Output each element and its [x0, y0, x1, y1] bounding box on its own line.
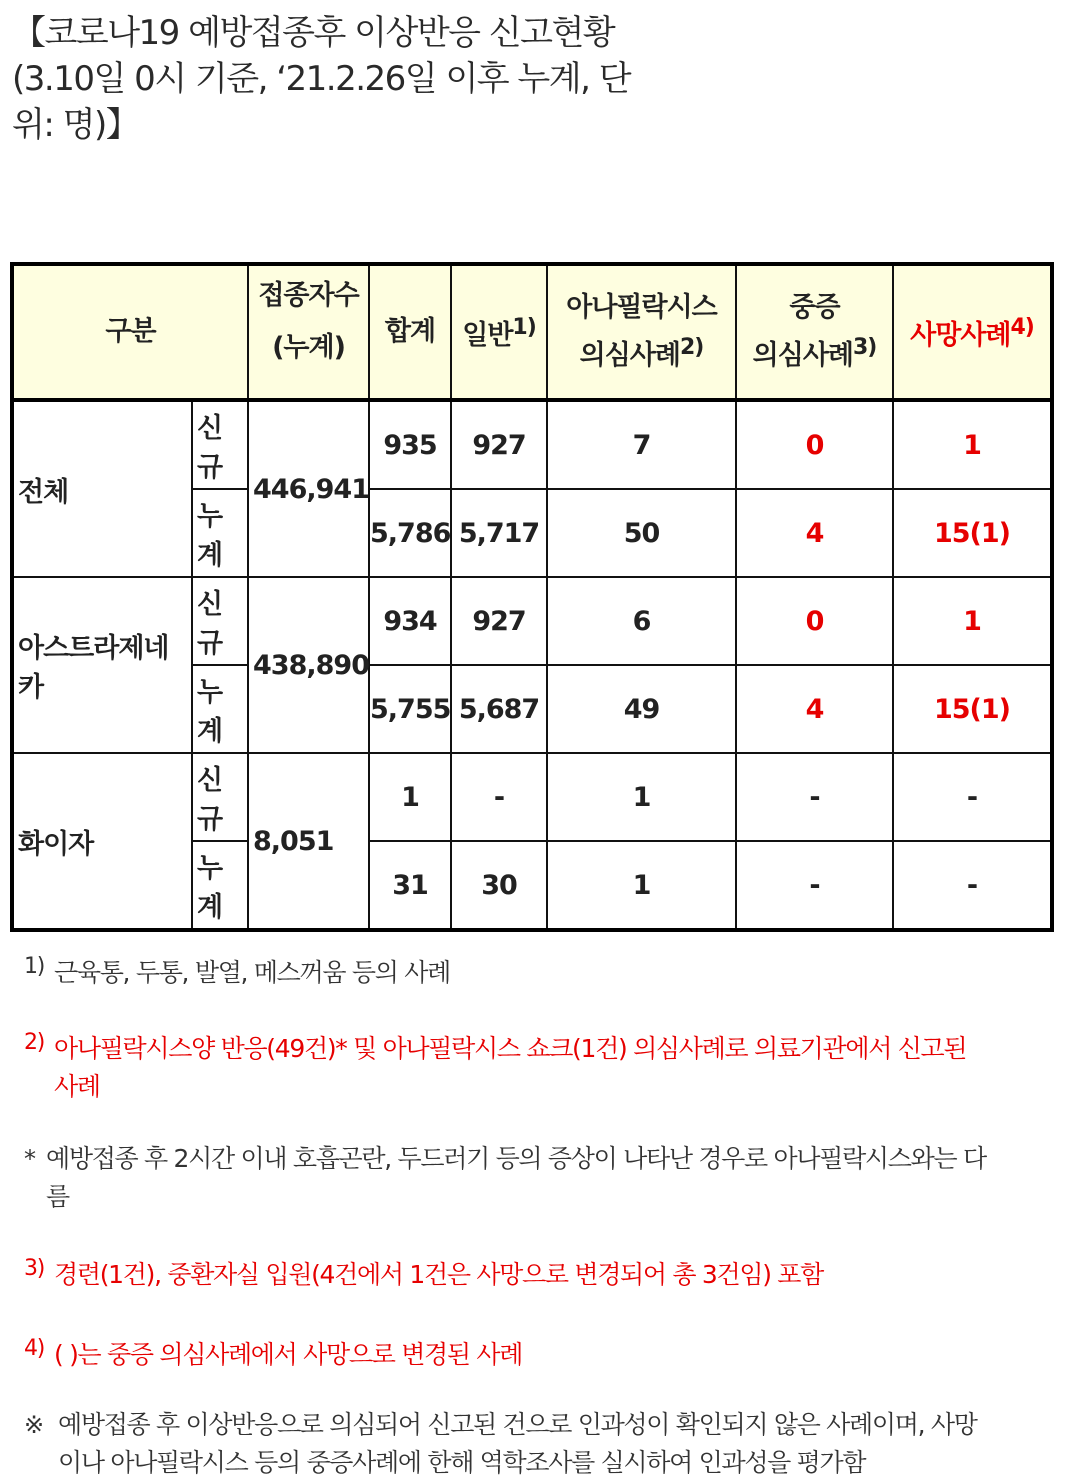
header-anaphylaxis: [547, 264, 736, 400]
header-vaccinated-line2: (누계): [272, 332, 345, 363]
severe-cell: 4: [736, 489, 893, 577]
header-general-label: 일반: [462, 320, 513, 351]
vaccinated-count: 438,890: [248, 577, 369, 753]
header-severe-sup: 3): [852, 335, 877, 360]
footnote-marker: ※: [24, 1411, 43, 1439]
group-name: 화이자: [12, 753, 192, 930]
severe-cell: 0: [736, 400, 893, 489]
total-cell: 934: [369, 577, 451, 665]
vaccinated-count: 8,051: [248, 753, 369, 930]
anaphylaxis-cell: 1: [547, 753, 736, 841]
footnote-text: ( )는 중증 의심사례에서 사망으로 변경된 사례: [54, 1340, 523, 1369]
footnote-marker: 4): [24, 1336, 44, 1361]
header-severe: [736, 264, 893, 400]
footnote-marker: 3): [24, 1256, 44, 1281]
table-row: [12, 577, 1052, 665]
general-cell: 927: [451, 577, 547, 665]
header-general: [451, 264, 547, 400]
total-cell: 5,786: [369, 489, 451, 577]
footnote-marker: *: [24, 1145, 35, 1173]
header-death-label: 사망사례: [910, 320, 1011, 351]
general-cell: -: [451, 753, 547, 841]
total-cell: 31: [369, 841, 451, 930]
general-cell: 5,717: [451, 489, 547, 577]
general-cell: 30: [451, 841, 547, 930]
general-cell: 5,687: [451, 665, 547, 753]
header-anaphylaxis-line2: 의심사례: [579, 340, 680, 371]
header-vaccinated-line1: 접종자수: [258, 280, 359, 311]
severe-cell: 4: [736, 665, 893, 753]
general-cell: 927: [451, 400, 547, 489]
death-cell: 1: [893, 577, 1052, 665]
table-row: [12, 753, 1052, 841]
footnote-3: [24, 1256, 1014, 1294]
footnote-text: 예방접종 후 이상반응으로 의심되어 신고된 건으로 인과성이 확인되지 않은 사례이며, 사망이나 아나필락시스 등의 중증사례에 한해 역학조사를 실시하여 인과성을 평가함: [58, 1410, 977, 1477]
header-anaphylaxis-sup: 2): [679, 335, 704, 360]
row-type: 신규: [192, 400, 248, 489]
total-cell: 5,755: [369, 665, 451, 753]
header-total: 합계: [369, 264, 451, 400]
footnote-4: [24, 1336, 1014, 1374]
header-anaphylaxis-line1: 아나필락시스: [566, 292, 717, 323]
footnote-marker: 2): [24, 1030, 44, 1055]
death-cell: -: [893, 753, 1052, 841]
footnote-text: 아나필락시스양 반응(49건)* 및 아나필락시스 쇼크(1건) 의심사례로 의료기관에서 신고된 사례: [54, 1034, 967, 1101]
footnote-text: 경련(1건), 중환자실 입원(4건에서 1건은 사망으로 변경되어 총 3건임) 포함: [54, 1260, 824, 1289]
footnote-text: 근육통, 두통, 발열, 메스꺼움 등의 사례: [54, 958, 450, 987]
header-general-sup: 1): [512, 315, 536, 340]
death-cell: 1: [893, 400, 1052, 489]
row-type: 누계: [192, 665, 248, 753]
death-cell: 15(1): [893, 665, 1052, 753]
anaphylaxis-cell: 6: [547, 577, 736, 665]
header-row: [12, 264, 1052, 400]
header-death: [893, 264, 1052, 400]
header-category: 구분: [12, 264, 248, 400]
header-severe-line2: 의심사례: [752, 340, 853, 371]
footnote-1: [24, 954, 1004, 992]
anaphylaxis-cell: 1: [547, 841, 736, 930]
adverse-reaction-table: [10, 262, 1054, 932]
header-death-sup: 4): [1010, 315, 1034, 340]
death-cell: -: [893, 841, 1052, 930]
total-cell: 935: [369, 400, 451, 489]
group-name: 전체: [12, 400, 192, 577]
table-row: [12, 400, 1052, 489]
row-type: 신규: [192, 577, 248, 665]
anaphylaxis-cell: 7: [547, 400, 736, 489]
footnote-asterisk: [24, 1140, 1014, 1216]
header-vaccinated: [248, 264, 369, 400]
row-type: 누계: [192, 489, 248, 577]
footnote-2: [24, 1030, 1014, 1106]
group-name: 아스트라제네카: [12, 577, 192, 753]
severe-cell: -: [736, 841, 893, 930]
severe-cell: -: [736, 753, 893, 841]
footnote-text: 예방접종 후 2시간 이내 호흡곤란, 두드러기 등의 증상이 나타난 경우로 아나필락시스와는 다름: [46, 1144, 986, 1211]
death-cell: 15(1): [893, 489, 1052, 577]
anaphylaxis-cell: 49: [547, 665, 736, 753]
severe-cell: 0: [736, 577, 893, 665]
anaphylaxis-cell: 50: [547, 489, 736, 577]
row-type: 신규: [192, 753, 248, 841]
header-severe-line1: 중증: [789, 292, 840, 323]
footnote-reference: [24, 1406, 1014, 1482]
total-cell: 1: [369, 753, 451, 841]
vaccinated-count: 446,941: [248, 400, 369, 577]
row-type: 누계: [192, 841, 248, 930]
footnote-marker: 1): [24, 954, 44, 979]
page-title: 【코로나19 예방접종후 이상반응 신고현황 (3.10일 0시 기준, ‘21.2.26일 이후 누계, 단위: 명)】: [12, 13, 631, 145]
